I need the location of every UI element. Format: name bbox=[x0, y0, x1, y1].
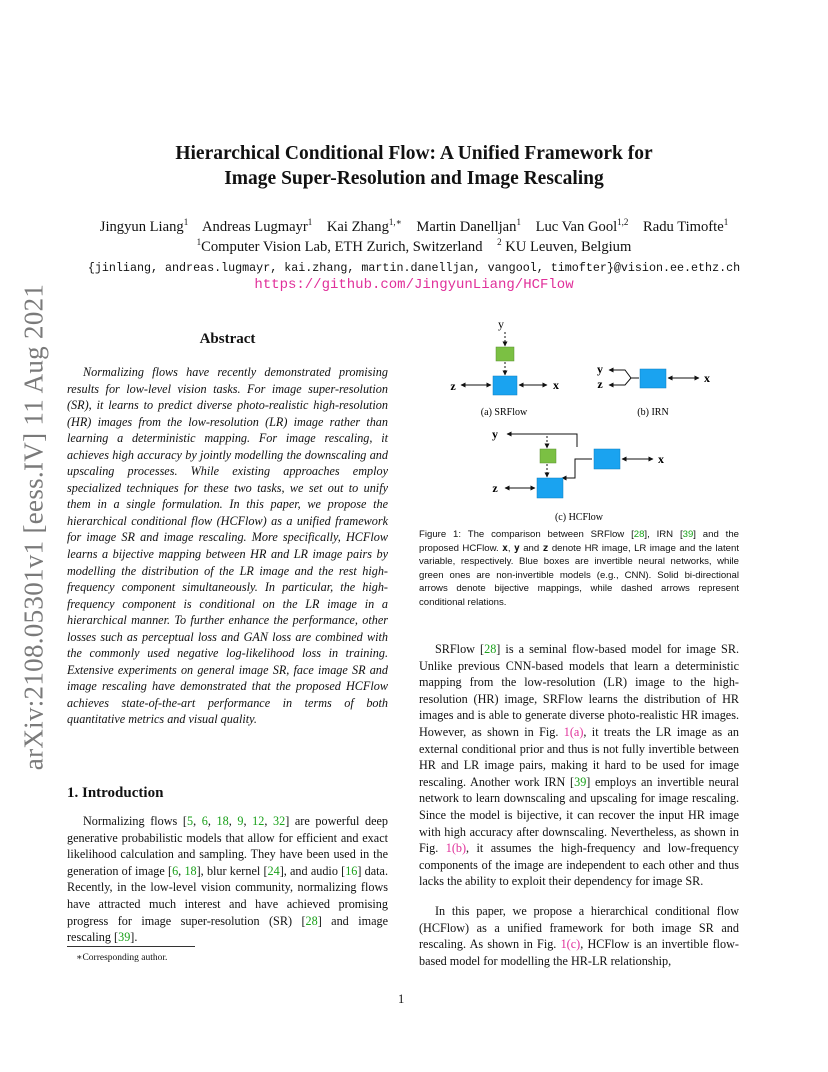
subfig-b-label: (b) IRN bbox=[637, 407, 669, 418]
author-1: Andreas Lugmayr$^1$ bbox=[202, 217, 313, 235]
citation-link[interactable]: 28 bbox=[305, 913, 318, 928]
figure-ref-link[interactable]: 1(c) bbox=[560, 937, 581, 952]
title-line-1: Hierarchical Conditional Flow: A Unified Framework for bbox=[175, 143, 653, 164]
irn-flow-box bbox=[640, 369, 666, 388]
srflow-irn-paragraph: SRFlow [28] is a seminal flow-based model for image SR. Unlike previous CNN-based models that learn a deterministic mapping from the low-resolution (LR) image to the high-resolution (HR) image, SRFlow learns the distribution of HR images and is able to generate diverse photo-realistic HR images. However, as shown in Fig. 1(a), it treats the LR image as an external conditional prior and thus is not fully invertible between HR and LR image pairs, making it hard to be used for image rescaling. Another work IRN [39] employs an invertible neural network to learn downscaling and upscaling for image rescaling. Since the model is bijective, it can recover the input HR image with high accuracy after downscaling. Nevertheless, as shown in Fig. 1(b), it assumes the high-frequency and low-frequency components of the image are independent to each other and thus lacks the ability to exploit their dependency for image SR. bbox=[419, 642, 740, 889]
affiliations: $^1$Computer Vision Lab, ETH Zurich, Switzerland $^2$ KU Leuven, Belgium bbox=[196, 237, 632, 255]
math-symbol: y bbox=[513, 542, 520, 554]
author-4: Luc Van Gool$^{1,2}$ bbox=[535, 217, 629, 235]
srflow-z-label: z bbox=[450, 379, 456, 393]
citation-link[interactable]: 39 bbox=[118, 930, 131, 945]
title-line-2: Image Super-Resolution and Image Rescaling bbox=[224, 168, 604, 189]
srflow-cnn-box bbox=[496, 347, 514, 361]
hcflow-z-label: z bbox=[492, 481, 498, 495]
srflow-diagram bbox=[450, 317, 559, 418]
proposal-paragraph: In this paper, we propose a hierarchical conditional flow (HCFlow) as a unified framework for both image SR and rescaling. As shown in Fig. 1(c), HCFlow is an invertible flow-based model for modelling the HR-LR relationship, bbox=[419, 904, 739, 968]
author-emails: {jinliang, andreas.lugmayr, kai.zhang, martin.danelljan, vangool, timofter}@vision.ee.ethz.ch bbox=[87, 261, 741, 275]
hcflow-x-label: x bbox=[658, 452, 664, 466]
abstract-body: Normalizing flows have recently demonstrated promising results for low-level vision tasks. For image super-resolution (SR), it learns to predict diverse photo-realistic high-resolution (HR) images from the low-resolution (LR) image rather than learning a deterministic mapping. For image rescaling, it achieves high accuracy by jointly modelling the downscaling and upscaling processes. While existing approaches employ specialized techniques for these two tasks, we set out to unify them in a single formulation. In this paper, we propose the hierarchical conditional flow (HCFlow) as a unified framework for image SR and image rescaling. More specifically, HCFlow learns a bijective mapping between HR and LR image pairs by modelling the distribution of the LR image and the rest high-frequency component simultaneously. In particular, the high-frequency component is conditional on the LR image in a hierarchical manner. To further enhance the performance, other losses such as perceptual loss and GAN loss are combined with the commonly used negative log-likelihood loss in training. Extensive experiments on general image SR, face image SR and image rescaling have demonstrated that the proposed HCFlow achieves state-of-the-art performance in terms of both quantitative metrics and visual quality. bbox=[67, 365, 388, 727]
author-5: Radu Timofte$^1$ bbox=[643, 217, 729, 235]
affiliation-2: KU Leuven, Belgium bbox=[505, 239, 632, 255]
hcflow-upper-flow-box bbox=[594, 449, 620, 469]
author-3: Martin Danelljan$^1$ bbox=[416, 217, 521, 235]
author-2: Kai Zhang$^{1,∗}$ bbox=[326, 217, 402, 235]
author-0: Jingyun Liang$^1$ bbox=[99, 217, 189, 235]
srflow-x-label: x bbox=[553, 378, 559, 392]
introduction-paragraph: Normalizing flows [5, 6, 18, 9, 12, 32] are powerful deep generative probabilistic models that allow for efficient and exact likelihood calculation and sampling. They have been used in the generation of image [6, 18], blur kernel [24], and audio [16] data. Recently, in the low-level vision community, normalizing flows have attracted much interest and have achieved promising progress for image super-resolution (SR) [28] and image rescaling [39]. bbox=[67, 814, 389, 945]
page-number: 1 bbox=[398, 992, 405, 1006]
footnote-rule bbox=[67, 946, 195, 947]
figure-ref-link[interactable]: 1(b) bbox=[445, 841, 467, 856]
citation-link[interactable]: 39 bbox=[682, 529, 694, 540]
hcflow-cnn-box bbox=[540, 449, 556, 463]
citation-link[interactable]: 12 bbox=[252, 814, 265, 828]
citation-link[interactable]: 32 bbox=[273, 814, 286, 828]
citation-link[interactable]: 16 bbox=[345, 863, 358, 878]
irn-y-arrow bbox=[609, 370, 639, 378]
citation-link[interactable]: 28 bbox=[633, 529, 645, 540]
github-link[interactable]: https://github.com/JingyunLiang/HCFlow bbox=[254, 277, 574, 293]
irn-x-label: x bbox=[704, 371, 710, 385]
srflow-flow-box bbox=[493, 376, 517, 395]
hcflow-y-label: y bbox=[492, 427, 498, 441]
citation-link[interactable]: 9 bbox=[237, 814, 244, 828]
author-list bbox=[60, 219, 768, 236]
irn-z-arrow bbox=[609, 378, 631, 385]
citation-link[interactable]: 18 bbox=[216, 814, 229, 828]
math-symbol: x bbox=[502, 542, 508, 554]
citation-link[interactable]: 5 bbox=[187, 814, 194, 828]
hcflow-link-arrow bbox=[562, 459, 592, 478]
subfig-a-label: (a) SRFlow bbox=[480, 407, 528, 418]
figure-1-caption: Figure 1: The comparison between SRFlow [28], IRN [39] and the proposed HCFlow. x, y and z denote HR image, LR image and the latent variable, respectively. Blue boxes are invertible neural networks, while green ones are non-invertible models (e.g., CNN). Solid bi-directional arrows denote bijective mappings, while dashed arrows represent conditional relations. bbox=[419, 529, 739, 608]
citation-link[interactable]: 18 bbox=[184, 863, 197, 878]
hcflow-diagram bbox=[492, 427, 664, 523]
citation-link[interactable]: 6 bbox=[201, 814, 208, 828]
citation-link[interactable]: 24 bbox=[267, 863, 280, 878]
arxiv-identifier: arXiv:2108.05301v1 [eess.IV] 11 Aug 2021 bbox=[18, 283, 49, 771]
irn-y-label: y bbox=[597, 362, 603, 376]
paper-title bbox=[80, 141, 748, 191]
affiliation-1: Computer Vision Lab, ETH Zurich, Switzerland bbox=[201, 239, 483, 255]
citation-link[interactable]: 39 bbox=[574, 774, 587, 789]
figure-1-diagram bbox=[419, 312, 739, 524]
irn-diagram bbox=[597, 362, 710, 418]
introduction-heading: 1. Introduction bbox=[67, 785, 164, 801]
abstract-heading: Abstract bbox=[199, 331, 256, 347]
subfig-c-label: (c) HCFlow bbox=[554, 512, 604, 523]
hcflow-lower-flow-box bbox=[537, 478, 563, 498]
hcflow-y-arrow bbox=[507, 434, 577, 447]
math-symbol: z bbox=[542, 542, 549, 554]
citation-link[interactable]: 28 bbox=[484, 642, 497, 656]
arxiv-sidebar-stamp bbox=[14, 282, 54, 772]
irn-z-label: z bbox=[597, 377, 603, 391]
footnote: ∗Corresponding author. bbox=[76, 953, 168, 963]
figure-ref-link[interactable]: 1(a) bbox=[563, 724, 584, 739]
citation-link[interactable]: 6 bbox=[172, 863, 179, 878]
srflow-y-label: y bbox=[498, 317, 504, 331]
